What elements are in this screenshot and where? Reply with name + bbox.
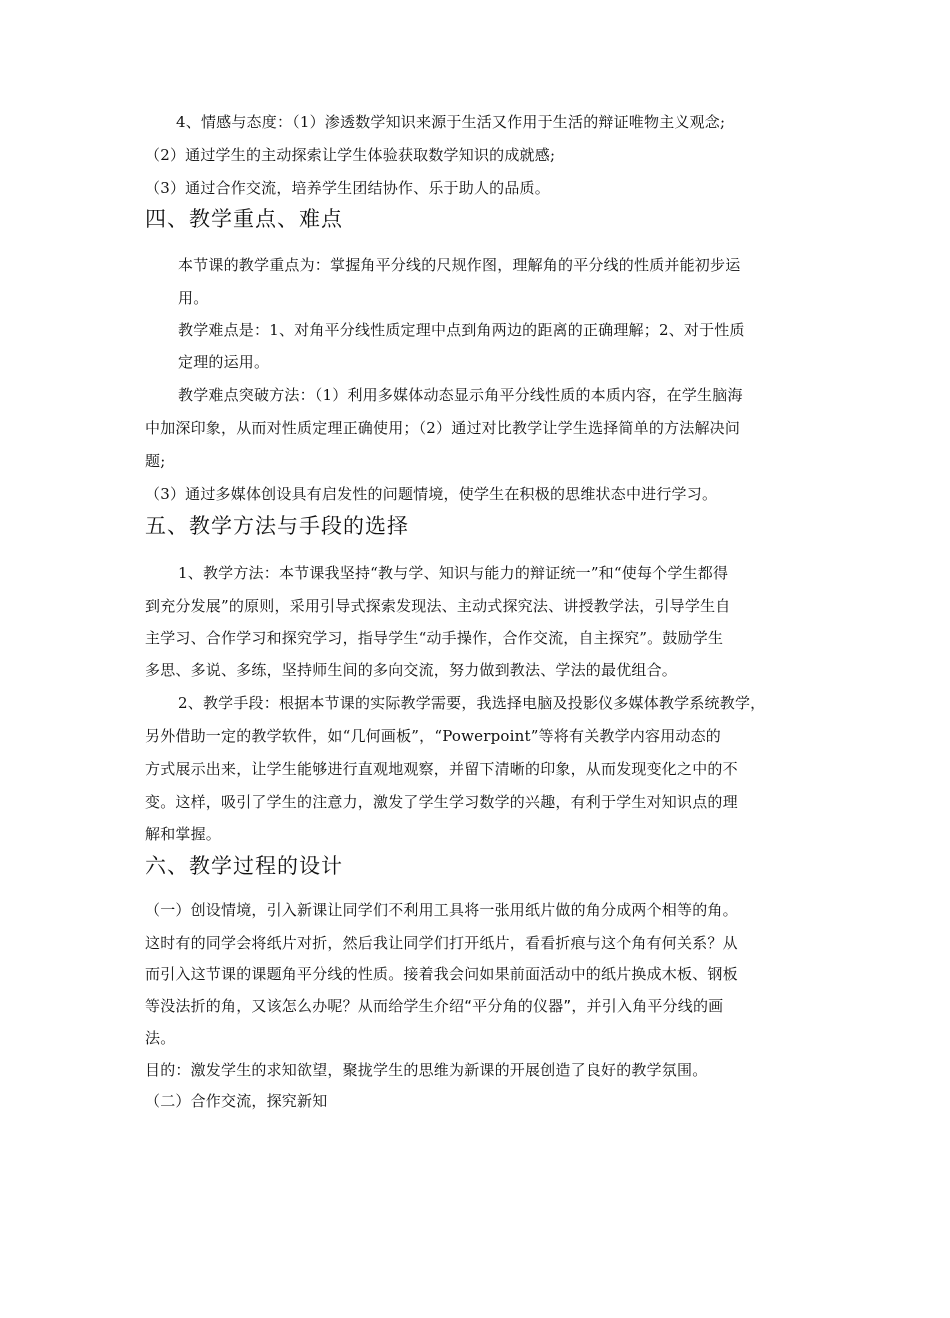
text-line: 目的：激发学生的求知欲望，聚拢学生的思维为新课的开展创造了良好的教学氛围。	[145, 1061, 708, 1079]
text-line: 而引入这节课的课题角平分线的性质。接着我会问如果前面活动中的纸片换成木板、钢板	[145, 965, 738, 983]
text-line: 定理的运用。	[178, 353, 270, 371]
text-line: 等没法折的角，又该怎么办呢？从而给学生介绍“平分角的仪器”，并引入角平分线的画	[145, 997, 724, 1015]
text-line: 用。	[178, 289, 209, 307]
text-line: （二）合作交流，探究新知	[145, 1092, 328, 1110]
text-line: 到充分发展”的原则，采用引导式探索发现法、主动式探究法、讲授教学法，引导学生自	[145, 597, 731, 615]
text-line: （3）通过多媒体创设具有启发性的问题情境，使学生在积极的思维状态中进行学习。	[145, 485, 718, 503]
text-line: 2、教学手段：根据本节课的实际教学需要，我选择电脑及投影仪多媒体教学系统教学，	[178, 694, 766, 712]
text-line: 4、情感与态度：（1）渗透数学知识来源于生活又作用于生活的辩证唯物主义观念;	[176, 113, 726, 131]
text-line: 多思、多说、多练，坚持师生间的多向交流，努力做到教法、学法的最优组合。	[145, 661, 678, 679]
text-line: （3）通过合作交流，培养学生团结协作、乐于助人的品质。	[145, 179, 550, 197]
text-line: 中加深印象，从而对性质定理正确使用；（2）通过对比教学让学生选择简单的方法解决问	[145, 419, 741, 437]
text-line: 法。	[145, 1029, 176, 1047]
text-line: 教学难点是：1、对角平分线性质定理中点到角两边的距离的正确理解；2、对于性质	[178, 321, 745, 339]
text-line: 解和掌握。	[145, 825, 222, 843]
text-line: （2）通过学生的主动探索让学生体验获取数学知识的成就感;	[145, 146, 556, 164]
text-line: 本节课的教学重点为：掌握角平分线的尺规作图，理解角的平分线的性质并能初步运	[178, 256, 741, 274]
section-heading-5: 五、教学方法与手段的选择	[145, 514, 409, 538]
text-line: 变。这样，吸引了学生的注意力，激发了学生学习数学的兴趣，有利于学生对知识点的理	[145, 793, 738, 811]
text-line: 这时有的同学会将纸片对折，然后我让同学们打开纸片，看看折痕与这个角有何关系？从	[145, 934, 738, 952]
text-line: 1、教学方法：本节课我坚持“教与学、知识与能力的辩证统一”和“使每个学生都得	[178, 564, 729, 582]
text-line: 方式展示出来，让学生能够进行直观地观察，并留下清晰的印象，从而发现变化之中的不	[145, 760, 738, 778]
section-heading-4: 四、教学重点、难点	[145, 207, 343, 231]
text-line: 题;	[145, 452, 166, 470]
text-line: （一）创设情境，引入新课让同学们不利用工具将一张用纸片做的角分成两个相等的角。	[145, 901, 738, 919]
text-line: 另外借助一定的教学软件，如“几何画板”，“Powerpoint”等将有关教学内容用动态的	[145, 727, 721, 745]
section-heading-6: 六、教学过程的设计	[145, 854, 343, 878]
text-line: 主学习、合作学习和探究学习，指导学生“动手操作，合作交流，自主探究”。鼓励学生	[145, 629, 724, 647]
text-line: 教学难点突破方法：（1）利用多媒体动态显示角平分线性质的本质内容，在学生脑海	[178, 386, 743, 404]
